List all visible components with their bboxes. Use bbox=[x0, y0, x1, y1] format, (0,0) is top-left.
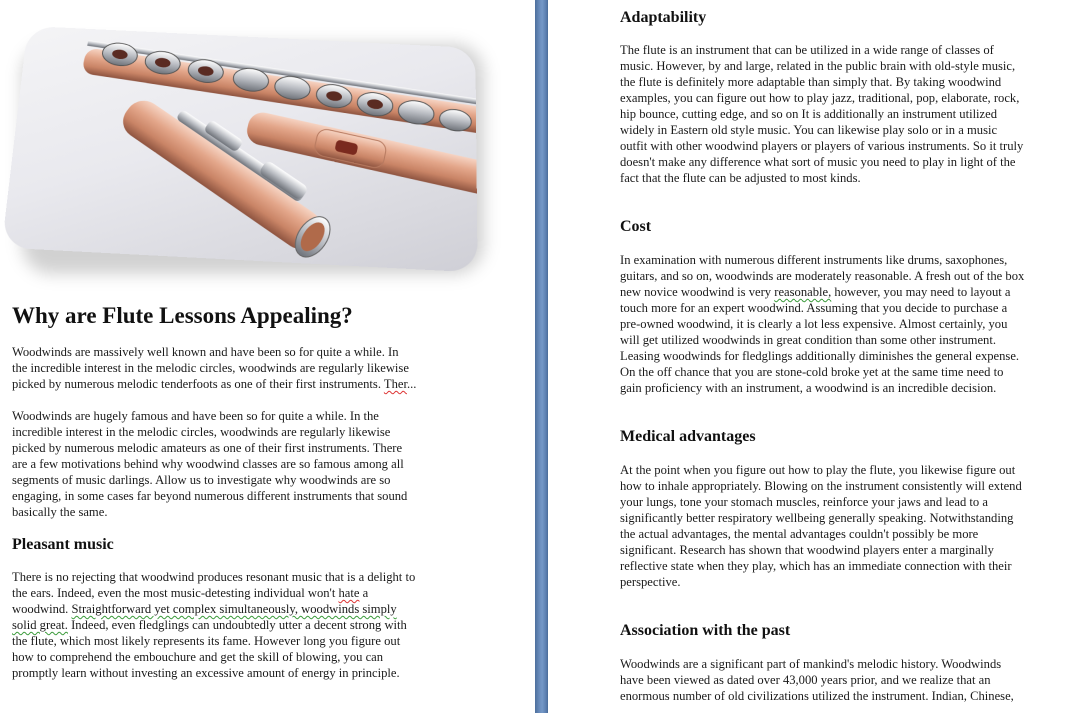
text-line: There is no rejecting that woodwind produces resonant music that is a delight to bbox=[12, 570, 416, 584]
text-fragment: picked by numerous melodic tenderfoots as one of their first instruments. bbox=[12, 377, 384, 391]
heading-association-with-the-past: Association with the past bbox=[620, 622, 791, 639]
text-line: segments of music darlings. Allow us to investigate why woodwinds are so bbox=[12, 473, 391, 487]
grammar-error-phrase[interactable]: reasonable, bbox=[774, 285, 832, 299]
grammar-error-phrase[interactable]: Straightforward yet complex simultaneously, woodwinds simply bbox=[71, 602, 397, 616]
text-line: At the point when you figure out how to play the flute, you likewise figure out bbox=[620, 463, 1016, 477]
text-fragment: however, you may need to layout a bbox=[831, 285, 1011, 299]
text-line: reflective state when they play, which has an immediate connection with their bbox=[620, 559, 1012, 573]
text-line: the flute, which most likely represents its fame. However long you figure out bbox=[12, 634, 401, 648]
text-line: engaging, in some cases far beyond numerous different instruments that sound bbox=[12, 489, 408, 503]
text-line: how to inhale appropriately. Blowing on the instrument consistently will extend bbox=[620, 479, 1022, 493]
text-line bbox=[12, 617, 522, 633]
paragraph-two bbox=[12, 408, 522, 520]
text-fragment: new novice woodwind is very bbox=[620, 285, 775, 299]
adaptability-paragraph bbox=[620, 42, 1070, 186]
text-line: widely in Eastern old style music. You can likewise play solo or in a music bbox=[620, 123, 998, 137]
text-line: are a few motivations behind why woodwind classes are so famous among all bbox=[12, 457, 404, 471]
text-line: In examination with numerous different instruments like drums, saxophones, bbox=[620, 253, 1008, 267]
text-line: fact that the flute can be adjusted to most kinds. bbox=[620, 171, 861, 185]
page-gap-divider bbox=[535, 0, 548, 713]
document-page-left bbox=[0, 0, 535, 713]
pleasant-music-paragraph bbox=[12, 569, 522, 681]
text-line: basically the same. bbox=[12, 505, 108, 519]
text-line: The flute is an instrument that can be utilized in a wide range of classes of bbox=[620, 43, 994, 57]
text-line: will get utilized woodwinds in great condition than some other instrument. bbox=[620, 333, 996, 347]
text-fragment: a bbox=[359, 586, 369, 600]
text-line: Woodwinds are a significant part of mankind's melodic history. Woodwinds bbox=[620, 657, 1002, 671]
text-fragment: woodwind. bbox=[12, 602, 72, 616]
intro-paragraph bbox=[12, 344, 522, 392]
text-line: doesn't make any difference what sort of music you need to play in light of the bbox=[620, 155, 1016, 169]
text-line: Woodwinds are massively well known and have been so for quite a while. In bbox=[12, 345, 399, 359]
cost-paragraph bbox=[620, 252, 1070, 396]
ellipsis: ... bbox=[406, 377, 417, 391]
text-fragment: Indeed, even fledglings can undoubtedly utter a decent strong with bbox=[67, 618, 407, 632]
text-line: enormous number of old civilizations utilized the instrument. Indian, Chinese, bbox=[620, 689, 1014, 703]
text-line: Woodwinds are hugely famous and have been so for quite a while. In the bbox=[12, 409, 379, 423]
text-line: Leasing woodwinds for fledglings additionally diminishes the general expense. bbox=[620, 349, 1020, 363]
text-line: your lungs, tone your stomach muscles, reinforce your jaws and lead to a bbox=[620, 495, 988, 509]
grammar-error-phrase[interactable]: solid great. bbox=[12, 618, 68, 632]
text-line: the flute is definitely more adaptable than simply that. By taking woodwind bbox=[620, 75, 1002, 89]
text-line: perspective. bbox=[620, 575, 681, 589]
text-line: how to comprehend the embouchure and get the skill of blowing, you can bbox=[12, 650, 384, 664]
text-line bbox=[12, 376, 522, 392]
text-fragment: the ears. Indeed, even the most music-detesting individual won't bbox=[12, 586, 339, 600]
text-line: promptly learn without investing an excessive amount of energy in principle. bbox=[12, 666, 400, 680]
text-line: the actual advantages, the mental advantages couldn't possibly be more bbox=[620, 527, 979, 541]
text-line bbox=[12, 601, 522, 617]
text-line: examples, you can figure out how to play jazz, traditional, pop, elaborate, rock, bbox=[620, 91, 1020, 105]
flute-image bbox=[2, 26, 478, 273]
text-line: On the off chance that you are stone-cold broke yet at the same time need to bbox=[620, 365, 1004, 379]
text-line: pre-owned woodwind, it is clearly a lot less expensive. Almost certainly, you bbox=[620, 317, 1008, 331]
text-line: significantly better respiratory wellbeing generally speaking. Notwithstanding bbox=[620, 511, 1014, 525]
heading-medical-advantages: Medical advantages bbox=[620, 428, 756, 445]
heading-adaptability: Adaptability bbox=[620, 9, 707, 26]
medical-advantages-paragraph bbox=[620, 462, 1070, 590]
text-line: significant. Research has shown that woodwind players enter a marginally bbox=[620, 543, 994, 557]
text-line: guitars, and so on, woodwinds are moderately reasonable. A fresh out of the box bbox=[620, 269, 1025, 283]
text-line: hip bounce, cutting edge, and so on It is additionally an instrument utilized bbox=[620, 107, 998, 121]
spelling-error-word[interactable]: Ther bbox=[383, 377, 407, 391]
text-line: the incredible interest in the melodic circles, woodwinds are regularly likewise bbox=[12, 361, 409, 375]
association-paragraph bbox=[620, 656, 1070, 704]
flute-photo bbox=[14, 30, 476, 260]
text-line: have been viewed as dated over 43,000 years prior, and we realize that an bbox=[620, 673, 991, 687]
page-title: Why are Flute Lessons Appealing? bbox=[12, 303, 353, 328]
spelling-error-word[interactable]: hate bbox=[338, 586, 360, 600]
heading-cost: Cost bbox=[620, 218, 652, 235]
heading-pleasant-music: Pleasant music bbox=[12, 536, 114, 553]
text-line: music. However, by and large, related in the public brain with old-style music, bbox=[620, 59, 1016, 73]
text-line: gain proficiency with an instrument, a woodwind is an incredible decision. bbox=[620, 381, 997, 395]
text-line: incredible interest in the melodic circles, woodwinds are regularly likewise bbox=[12, 425, 391, 439]
text-line: touch more for an expert woodwind. Assuming that you decide to purchase a bbox=[620, 301, 1008, 315]
text-line bbox=[12, 585, 522, 601]
document-page-right bbox=[548, 0, 1073, 713]
text-line bbox=[620, 284, 1070, 300]
text-line: picked by numerous melodic amateurs as one of their first instruments. There bbox=[12, 441, 403, 455]
text-line: outfit with other woodwind players or players of various instruments. So it truly bbox=[620, 139, 1024, 153]
